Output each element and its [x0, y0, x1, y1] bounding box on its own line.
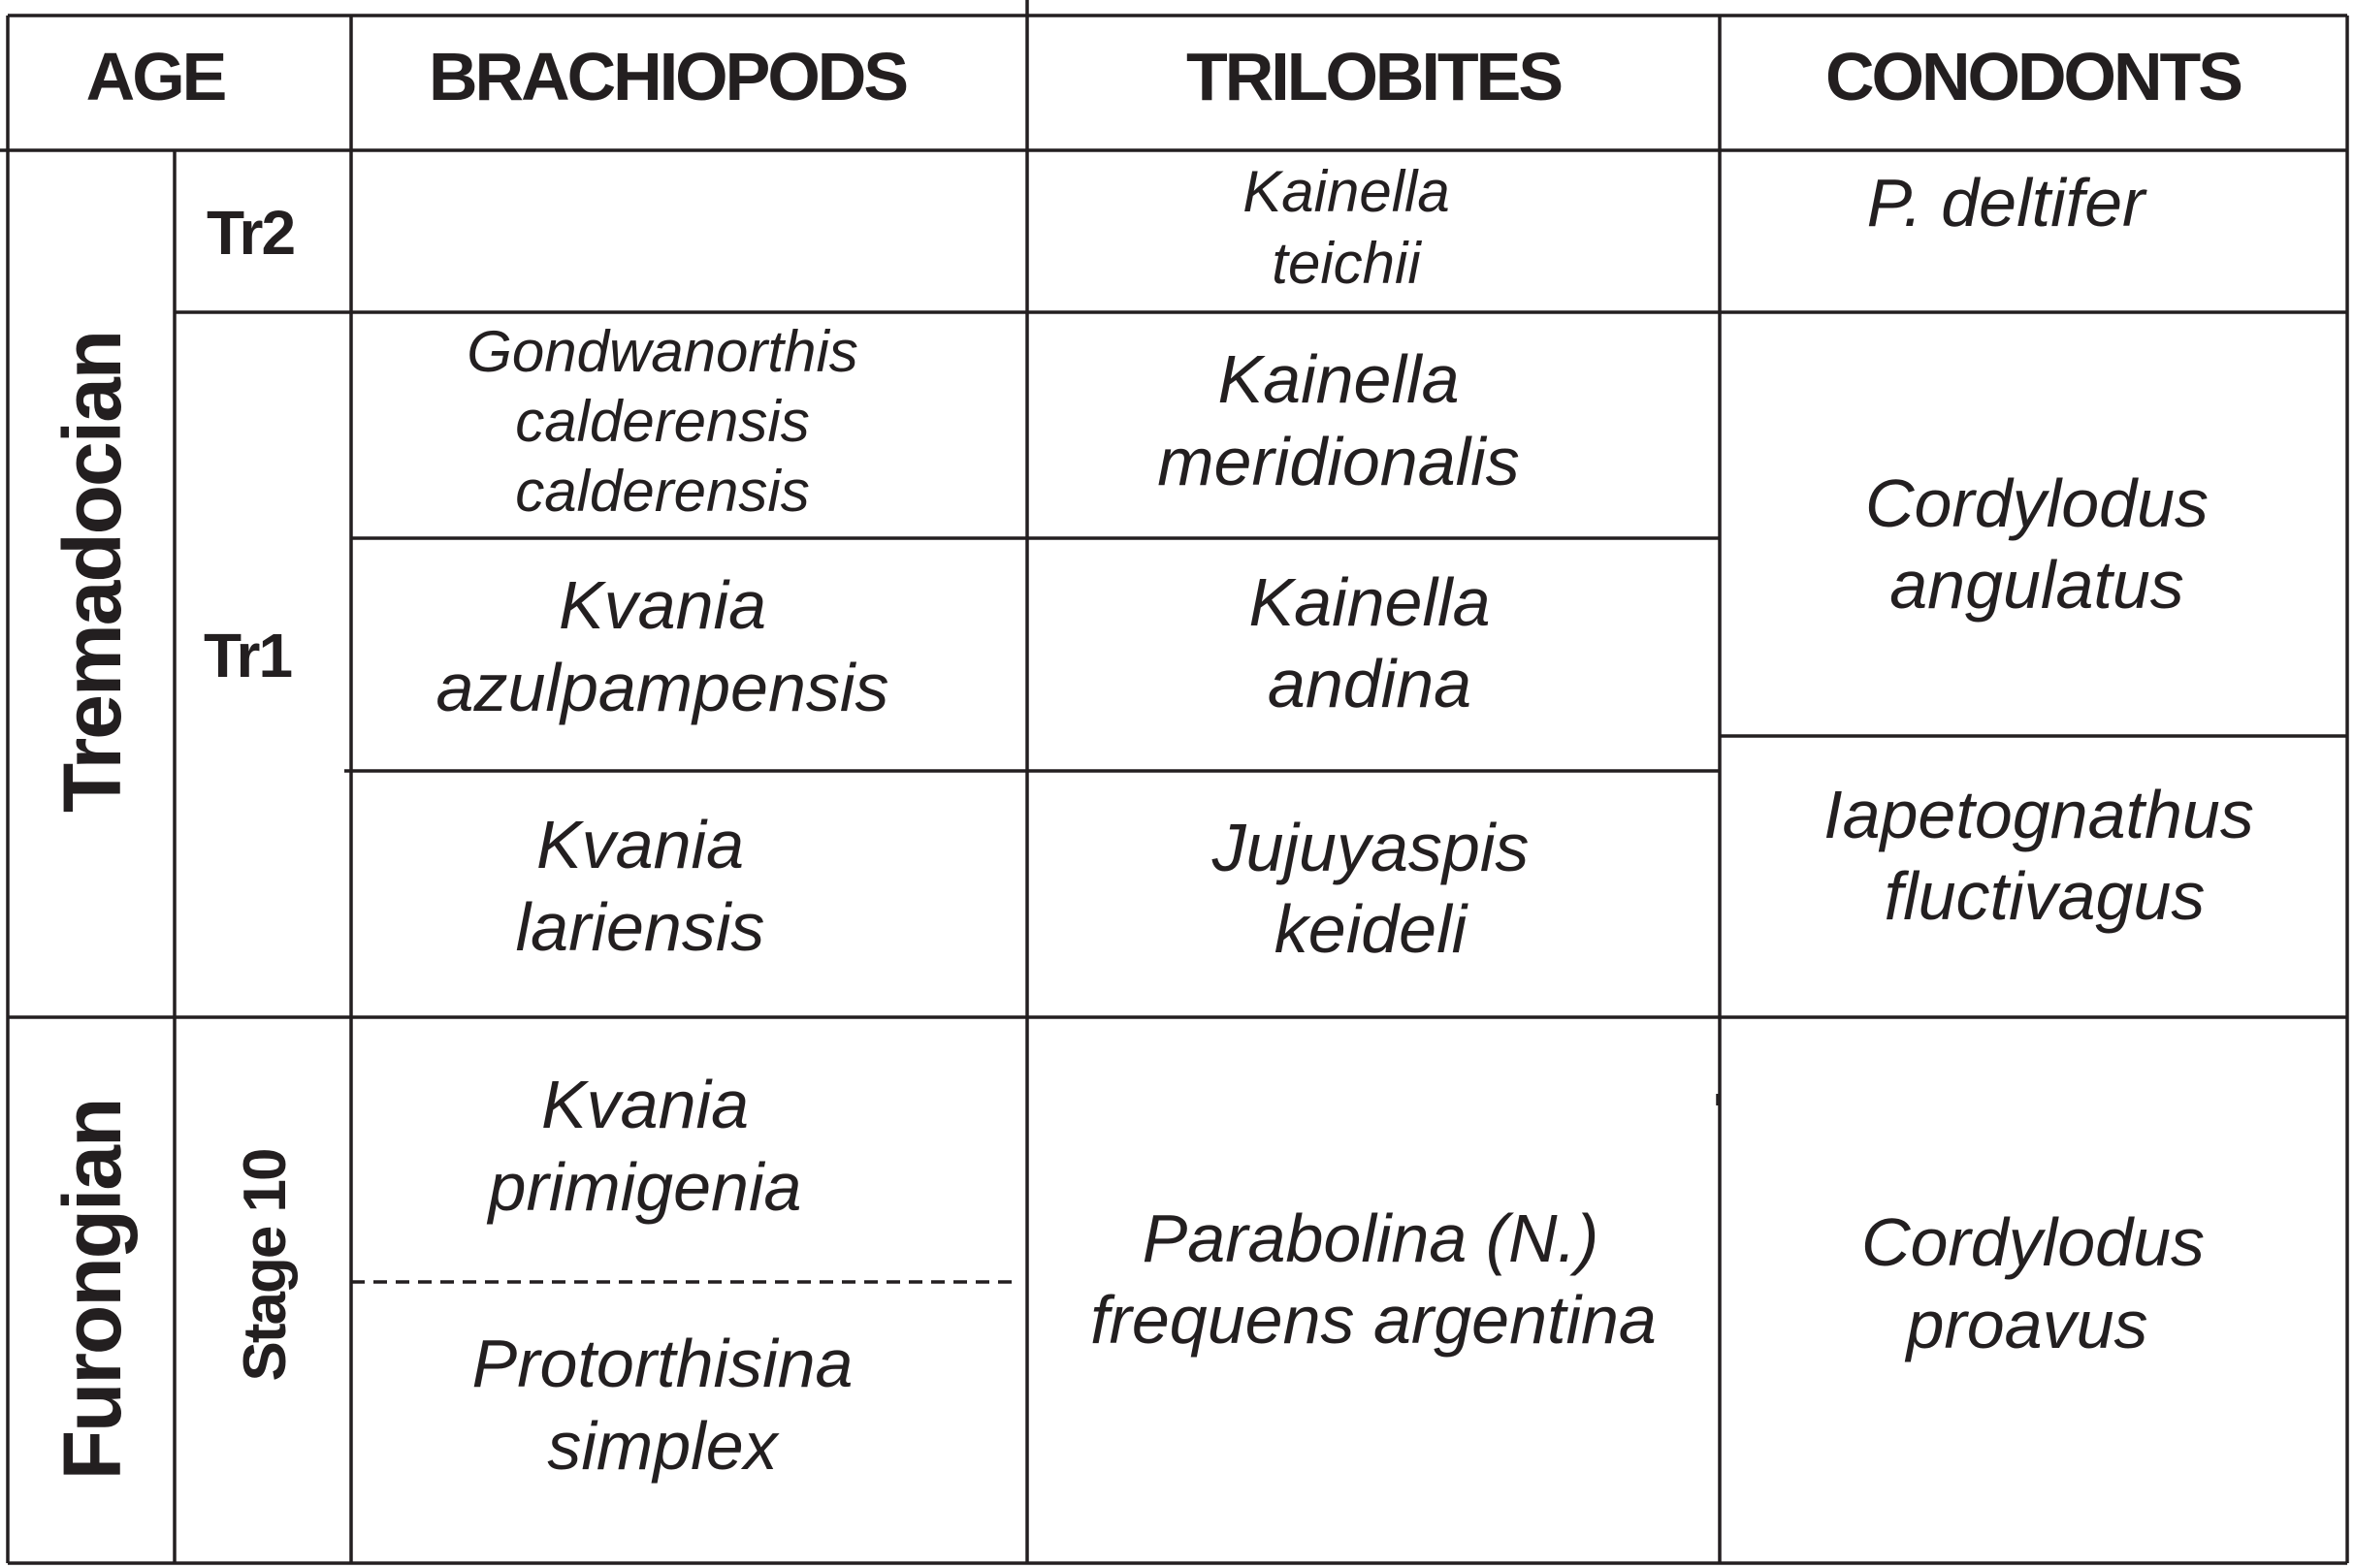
brachiopod-protorthisina-simplex-2: simplex — [547, 1408, 778, 1484]
trilobite-parabolina-2: frequens argentina — [1090, 1282, 1657, 1358]
stage-tr2: Tr2 — [206, 198, 295, 268]
stage-10: Stage 10 — [232, 1149, 299, 1382]
header-trilobites: TRILOBITES — [1185, 39, 1562, 114]
conodont-iapetognathus-fluctivagus-2: fluctivagus — [1884, 858, 2206, 934]
conodont-cordylodus-angulatus-1: Cordylodus — [1864, 465, 2210, 541]
trilobite-jujuyaspis-keideli-2: keideli — [1274, 891, 1468, 967]
trilobite-parabolina-1: Parabolina (N.) — [1142, 1200, 1599, 1276]
brachiopod-kvania-primigenia-2: primigenia — [488, 1149, 802, 1225]
brachiopod-gondwanorthis-1: Gondwanorthis — [467, 319, 858, 384]
header-age: AGE — [85, 39, 225, 114]
conodont-cordylodus-angulatus-2: angulatus — [1889, 547, 2184, 623]
trilobite-kainella-andina-1: Kainella — [1248, 564, 1491, 640]
stage-tr1: Tr1 — [203, 621, 292, 690]
trilobite-kainella-teichii-2: teichii — [1272, 231, 1421, 296]
conodont-p-deltifer: P. deltifer — [1866, 165, 2145, 240]
trilobite-kainella-meridionalis-1: Kainella — [1217, 341, 1460, 417]
header-brachiopods: BRACHIOPODS — [428, 39, 907, 114]
conodont-cordylodus-proavus-2: proavus — [1906, 1287, 2148, 1362]
brachiopod-gondwanorthis-3: calderensis — [515, 459, 810, 524]
brachiopod-kvania-primigenia-1: Kvania — [540, 1067, 750, 1142]
header-conodonts: CONODONTS — [1825, 39, 2241, 114]
conodont-cordylodus-proavus-1: Cordylodus — [1860, 1204, 2206, 1280]
brachiopod-kvania-lariensis-2: lariensis — [515, 889, 765, 965]
brachiopod-protorthisina-simplex-1: Protorthisina — [471, 1326, 854, 1401]
trilobite-kainella-meridionalis-2: meridionalis — [1157, 424, 1520, 499]
trilobite-kainella-teichii-1: Kainella — [1242, 159, 1450, 224]
brachiopod-kvania-azulpampensis-1: Kvania — [558, 567, 767, 643]
trilobite-kainella-andina-2: andina — [1267, 646, 1472, 721]
trilobite-jujuyaspis-keideli-1: Jujuyaspis — [1211, 810, 1530, 885]
brachiopod-kvania-azulpampensis-2: azulpampensis — [436, 650, 889, 725]
conodont-iapetognathus-fluctivagus-1: Iapetognathus — [1823, 777, 2254, 852]
brachiopod-gondwanorthis-2: calderensis — [515, 389, 810, 454]
series-tremadocian: Tremadocian — [47, 331, 138, 814]
brachiopod-kvania-lariensis-1: Kvania — [535, 807, 745, 882]
series-furongian: Furongian — [47, 1099, 138, 1481]
